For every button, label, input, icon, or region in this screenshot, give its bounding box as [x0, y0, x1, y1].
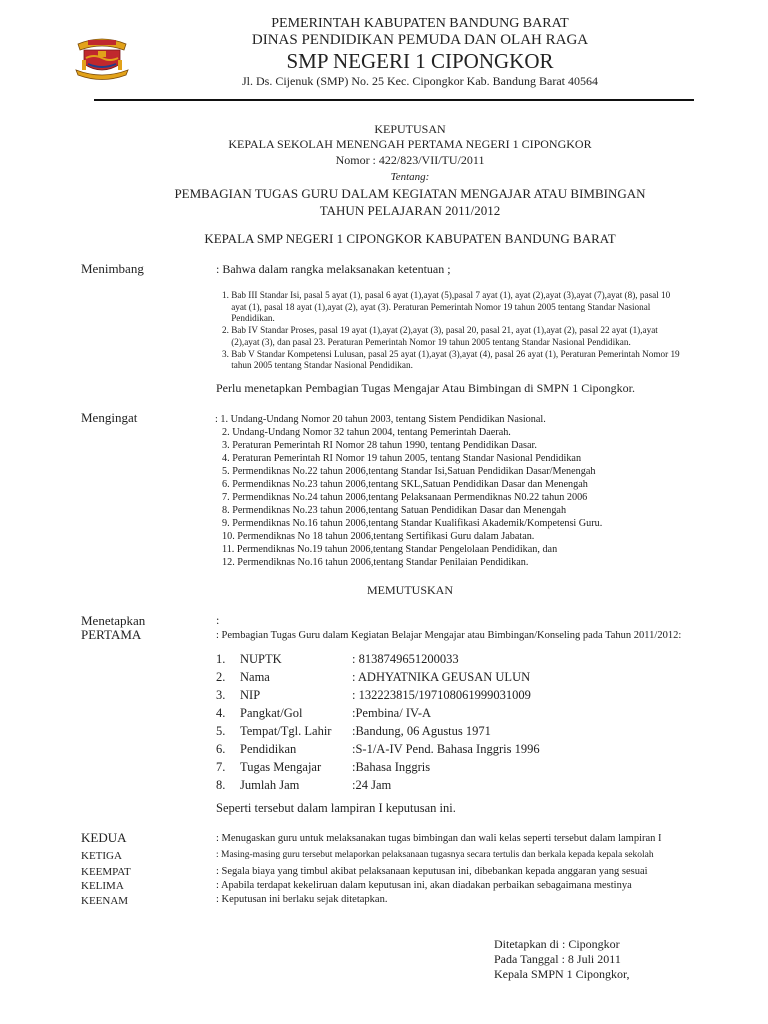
menimbang-list	[222, 290, 722, 372]
list-item: ayat (1), pasal 18 ayat (1),ayat (2), ayat (3). Peraturan Pemerintah Nomor 19 tahun 2005 tentang Standar Nasional	[222, 301, 651, 312]
row-number: 6.	[216, 742, 226, 756]
list-item: 2. Bab IV Standar Proses, pasal 19 ayat (1),ayat (2),ayat (3), pasal 20, pasal 21, ayat (1),ayat (2), pasal 22 ayat (1),ayat	[222, 325, 658, 336]
row-value: : 8138749651200033	[352, 652, 459, 666]
decree-issuer-heading: KEPALA SEKOLAH MENENGAH PERTAMA NEGERI 1 CIPONGKOR	[228, 137, 592, 151]
decree-subject-line2: TAHUN PELAJARAN 2011/2012	[319, 203, 501, 218]
row-label: Nama	[240, 670, 270, 684]
row-number: 4.	[216, 706, 226, 720]
memutuskan-heading: MEMUTUSKAN	[366, 583, 453, 597]
row-number: 2.	[216, 670, 226, 684]
row-label: Pangkat/Gol	[240, 706, 303, 720]
kedua-text: : Menugaskan guru untuk melaksanakan tugas bimbingan dan wali kelas seperti tersebut dalam lampiran I	[216, 833, 662, 844]
kelima-text: : Apabila terdapat kekeliruan dalam keputusan ini, akan diadakan perbaikan sebagaimana mestinya	[216, 880, 632, 891]
row-value: : 132223815/197108061999031009	[352, 688, 531, 702]
list-item: 2. Undang-Undang Nomor 32 tahun 2004, tentang Pemerintah Daerah.	[222, 427, 511, 438]
row-number: 3.	[216, 688, 226, 702]
list-item: 8. Permendiknas No.23 tahun 2006,tentang Satuan Pendidikan Dasar dan Menengah	[222, 505, 567, 516]
list-item: 7. Permendiknas No.24 tahun 2006,tentang Pelaksanaan Permendiknas N0.22 tahun 2006	[222, 492, 588, 503]
menetapkan-colon: :	[216, 613, 220, 627]
department-header: DINAS PENDIDIKAN PEMUDA DAN OLAH RAGA	[251, 32, 589, 48]
letterhead-divider	[94, 99, 694, 101]
kedua-label: KEDUA	[81, 830, 127, 845]
row-number: 7.	[216, 760, 226, 774]
list-item: tahun 2005 tentang Standar Nasional Pendidikan.	[222, 360, 413, 371]
row-number: 1.	[216, 652, 226, 666]
list-item: 6. Permendiknas No.23 tahun 2006,tentang SKL,Satuan Pendidikan Dasar dan Menengah	[222, 479, 588, 490]
pertama-text: : Pembagian Tugas Guru dalam Kegiatan Belajar Mengajar atau Bimbingan/Konseling pada Tahun 2011/2012:	[216, 630, 682, 641]
list-item: 11. Permendiknas No.19 tahun 2006,tentang Standar Pengelolaan Pendidikan, dan	[222, 544, 558, 555]
mengingat-label: Mengingat	[81, 410, 138, 425]
decree-issuer: KEPALA SMP NEGERI 1 CIPONGKOR KABUPATEN BANDUNG BARAT	[204, 231, 616, 246]
list-item: : 1. Undang-Undang Nomor 20 tahun 2003, tentang Sistem Pendidikan Nasional.	[215, 414, 546, 425]
signature-place: Ditetapkan di : Cipongkor	[494, 937, 620, 951]
row-value: :Bandung, 06 Agustus 1971	[352, 724, 491, 738]
row-label: NIP	[240, 688, 261, 702]
list-item: 12. Permendiknas No.16 tahun 2006,tentang Standar Penilaian Pendidikan.	[222, 557, 529, 568]
decree-heading: KEPUTUSAN	[374, 122, 446, 136]
list-item: 4. Peraturan Pemerintah RI Nomor 19 tahun 2005, tentang Standar Nasional Pendidikan	[222, 453, 582, 464]
row-label: Jumlah Jam	[240, 778, 300, 792]
menetapkan-label: Menetapkan	[81, 613, 146, 628]
regency-crest-logo	[74, 30, 130, 80]
row-value: :24 Jam	[352, 778, 392, 792]
row-value: :Bahasa Inggris	[352, 760, 431, 774]
list-item: 10. Permendiknas No 18 tahun 2006,tentang Sertifikasi Guru dalam Jabatan.	[222, 531, 535, 542]
lampiran-note: Seperti tersebut dalam lampiran I keputusan ini.	[216, 801, 456, 815]
row-value: :Pembina/ IV-A	[352, 706, 432, 720]
school-address: Jl. Ds. Cijenuk (SMP) No. 25 Kec. Cipongkor Kab. Bandung Barat 40564	[242, 74, 598, 88]
list-item: 1. Bab III Standar Isi, pasal 5 ayat (1), pasal 6 ayat (1),ayat (5),pasal 7 ayat (1), ayat (2),ayat (3),ayat (7),ayat (8), pasal 10	[222, 290, 671, 300]
signature-date: Pada Tanggal : 8 Juli 2011	[494, 952, 621, 966]
list-item: Pendidikan.	[222, 313, 275, 324]
row-value: :S-1/A-IV Pend. Bahasa Inggris 1996	[352, 742, 540, 756]
menimbang-conclusion: Perlu menetapkan Pembagian Tugas Mengajar Atau Bimbingan di SMPN 1 Cipongkor.	[216, 381, 635, 395]
row-label: Tempat/Tgl. Lahir	[240, 724, 332, 738]
row-number: 5.	[216, 724, 226, 738]
kelima-label: KELIMA	[81, 880, 124, 892]
list-item: 3. Peraturan Pemerintah RI Nomor 28 tahun 1990, tentang Pendidikan Dasar.	[222, 440, 537, 451]
row-value: : ADHYATNIKA GEUSAN ULUN	[352, 670, 531, 684]
ketiga-label: KETIGA	[81, 850, 122, 862]
row-label: Tugas Mengajar	[240, 760, 322, 774]
signature-title: Kepala SMPN 1 Cipongkor,	[494, 967, 630, 981]
menimbang-label: Menimbang	[81, 261, 144, 276]
decree-about-label: Tentang:	[390, 171, 430, 183]
list-item: (2),ayat (3), dan pasal 23. Peraturan Pemerintah Nomor 19 tahun 2005 tentang Standar Nasional Pendidikan.	[222, 336, 631, 347]
government-header: PEMERINTAH KABUPATEN BANDUNG BARAT	[271, 16, 569, 31]
list-item: 9. Permendiknas No.16 tahun 2006,tentang Standar Kualifikasi Akademik/Kompetensi Guru.	[222, 518, 603, 529]
menimbang-intro: : Bahwa dalam rangka melaksanakan ketentuan ;	[216, 262, 451, 276]
list-item: 3. Bab V Standar Kompetensi Lulusan, pasal 25 ayat (1),ayat (3),ayat (4), pasal 26 ayat (1), Peraturan Pemerintah Nomor 19	[222, 348, 680, 359]
ketiga-text: : Masing-masing guru tersebut melaporkan pelaksanaan tugasnya secara tertulis dan berkala kepada kepala sekolah	[216, 850, 654, 860]
decree-number: Nomor : 422/823/VII/TU/2011	[335, 153, 485, 167]
list-item: 5. Permendiknas No.22 tahun 2006,tentang Standar Isi,Satuan Pendidikan Dasar/Menengah	[222, 466, 596, 477]
keenam-text: : Keputusan ini berlaku sejak ditetapkan.	[216, 894, 388, 905]
keempat-label: KEEMPAT	[81, 866, 131, 878]
row-label: Pendidikan	[240, 742, 297, 756]
pertama-label: PERTAMA	[81, 627, 142, 642]
keempat-text: : Segala biaya yang timbul akibat pelaksanaan keputusan ini, dibebankan kepada anggaran yang sesuai	[216, 866, 648, 877]
decree-subject-line1: PEMBAGIAN TUGAS GURU DALAM KEGIATAN MENGAJAR ATAU BIMBINGAN	[174, 186, 646, 201]
school-name-header: SMP NEGERI 1 CIPONGKOR	[286, 49, 554, 73]
row-number: 8.	[216, 778, 226, 792]
row-label: NUPTK	[240, 652, 282, 666]
mengingat-list	[215, 413, 603, 569]
keenam-label: KEENAM	[81, 895, 129, 907]
